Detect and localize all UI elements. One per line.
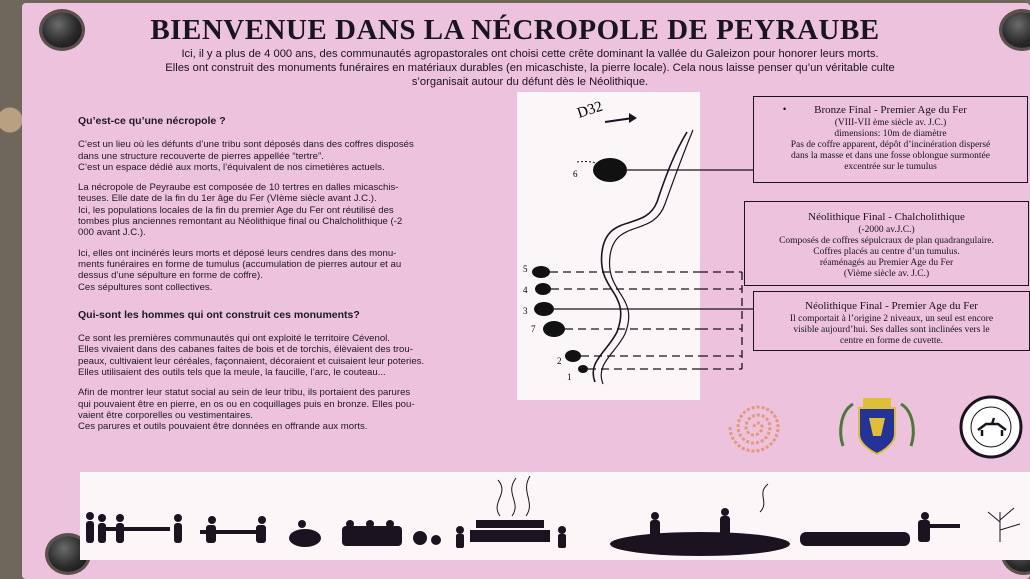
- section-heading-builders: Qui-sont les hommes qui ont construit ces monuments?: [78, 308, 360, 321]
- road-label: D32: [575, 98, 605, 122]
- box-line: (Vième siècle av. J.C.): [843, 269, 930, 279]
- frieze-silhouettes: [80, 472, 1030, 560]
- tumulus-7: [543, 321, 565, 337]
- marker-label: 1: [567, 372, 572, 382]
- intro-line: s’organisait autour du défunt dès le Néolithique.: [411, 76, 649, 88]
- pottery-row: [342, 520, 441, 546]
- box-line: Composés de coffres sépulcraux de plan quadrangulaire.: [779, 236, 994, 246]
- box-line: dans la masse et dans une fosse oblongue surmontée: [791, 151, 990, 161]
- paragraph: La nécropole de Peyraube est composée de 10 tertres en dalles micaschis- teuses. Elle date de la fin du 1er âge du Fer (VIème siècle avant J.C.). Ici, les populations locales de la fin du premier Age du Fer ont réutilisé des tombes plus anciennes remontant au Néolithique final ou Chalcholithique (-2 000 avant J.C.).: [78, 182, 403, 239]
- intro-line: Ici, il y a plus de 4 000 ans, des communautés agropastorales ont choisi cette crête dominant la vallée du Galeizon pour honorer leurs morts.: [181, 48, 879, 60]
- period-box-neolithic-iron-age: [753, 291, 1030, 351]
- tumulus-3: [534, 302, 554, 316]
- paragraph: C’est un lieu où les défunts d’une tribu sont déposés dans des coffres disposés dans une structure recouverte de pierres appellée “tertre”. C’est un espace dédié aux morts, l’équivalent de nos cimetières actuels.: [78, 139, 414, 173]
- box-line: dimensions: 10m de diamètre: [834, 129, 947, 139]
- coat-of-arms-icon: [833, 396, 921, 458]
- box-line: excentrée sur le tumulus: [844, 162, 937, 172]
- gara-seal-logo: [952, 394, 1030, 460]
- paragraph: Ici, elles ont incinérés leurs morts et déposé leurs cendres dans des monu- ments funéraires en forme de tumulus (accumulation de pierres autour et au dessus d’une sépulture en forme de coffre). Ces sépultures sont collectives.: [78, 247, 402, 293]
- period-box-bronze: [753, 96, 1028, 183]
- smoke-and-trees: [497, 476, 1020, 542]
- cremation-pyre: [456, 520, 566, 548]
- section-heading-necropole: Qu’est-ce qu’une nécropole ?: [78, 115, 226, 127]
- marker-label: 7: [531, 324, 536, 334]
- box-line: Pas de coffre apparent, dépôt d’incinération dispersé: [790, 140, 991, 150]
- intro-line: Elles ont construit des monuments funéraires en matériaux durables (en micaschiste, la pierre locale). Cela nous laisse penser qu’un véritable culte: [165, 62, 895, 74]
- bullet-mark: •: [783, 104, 787, 114]
- prehistoric-frieze: [80, 472, 1030, 560]
- box-line: (-2000 av.J.C.): [858, 225, 915, 235]
- box-line: Il comportait à l’origine 2 niveaux, un seul est encore: [789, 314, 994, 324]
- site-map-diagram: [517, 92, 700, 400]
- page-title: BIENVENUE DANS LA NÉCROPOLE DE PEYRAUBE: [150, 14, 880, 46]
- tumulus-builders: [610, 508, 960, 556]
- box-line: visible aujourd’hui. Ses dalles sont inclinées vers le: [793, 325, 990, 335]
- road-arrow: [605, 118, 633, 122]
- tumulus-4: [535, 283, 551, 295]
- box-line: réaménagés au Premier Age du Fer: [819, 258, 954, 268]
- site-map-svg: [517, 92, 700, 400]
- tumulus-1: [578, 365, 588, 373]
- period-box-neolithic-chalcolithic: [744, 201, 1029, 286]
- marker-label: 2: [557, 356, 562, 366]
- intro-text: [100, 47, 960, 89]
- tumulus-2: [565, 350, 581, 362]
- tumulus-6: [593, 158, 627, 182]
- left-text-column: [78, 116, 463, 442]
- paragraph: Ce sont les premières communautés qui ont exploité le territoire Cévenol. Elles vivaient dans des cabanes faites de bois et de torchis, élèvaient des trou- peaux, cultivaient leur céréales, façonnaient, décoraient et cuisaient leur poteries. Elles utilisaient des outils tels que la meule, la faucille, l’arc, le couteau...: [78, 333, 425, 379]
- box-title: Néolithique Final - Chalcholithique: [808, 211, 965, 223]
- marker-label: 3: [523, 306, 528, 316]
- box-title: Bronze Final - Premier Age du Fer: [814, 104, 967, 116]
- marker-label: 6: [573, 169, 578, 179]
- box-line: (VIII-VII ème siècle av. J.C.): [834, 118, 947, 128]
- box-title: Néolithique Final - Premier Age du Fer: [805, 300, 978, 312]
- spiral-logo: [718, 396, 798, 458]
- marker-label: 5: [523, 264, 528, 274]
- marker-label: 4: [523, 285, 528, 295]
- box-line: centre en forme de cuvette.: [839, 336, 944, 346]
- tumulus-5: [532, 266, 550, 278]
- paragraph: Afin de montrer leur statut social au sein de leur tribu, ils portaient des parures qui pouvaient être en pierre, en os ou en coquillages puis en bronze. Elles pou- vaient être corporelles ou vestimentaires. Ces parures et outils pouvaient être données en offrande aux morts.: [78, 387, 415, 433]
- burial-procession: [86, 512, 321, 547]
- box-line: Coffres placés au centre d’un tumulus.: [813, 247, 960, 257]
- road-arrowhead: [629, 113, 637, 123]
